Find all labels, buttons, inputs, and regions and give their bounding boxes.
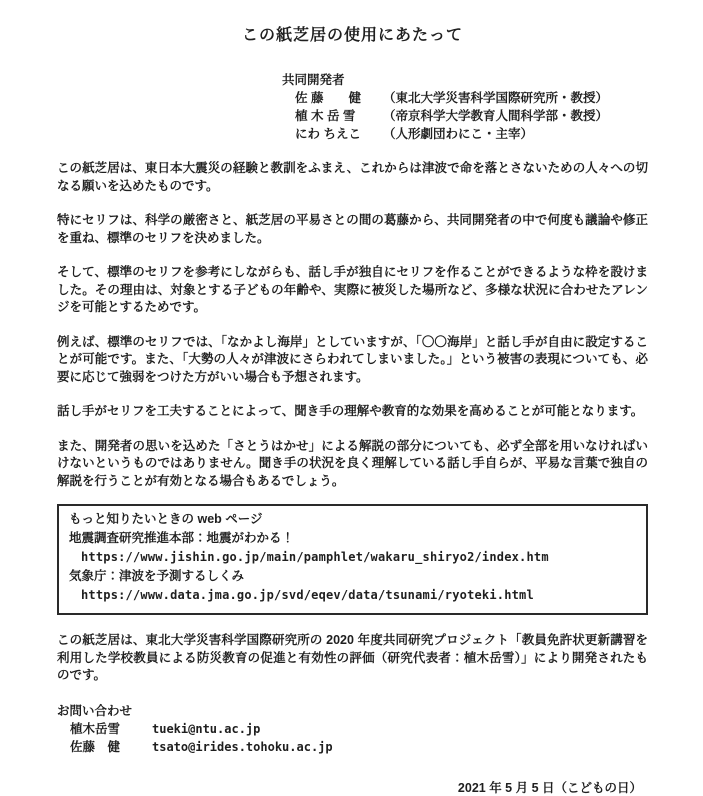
web-links-box (57, 504, 648, 615)
web-link-label: 地震調査研究推進本部：地震がわかる！ (69, 531, 295, 545)
paragraph: また、開発者の思いを込めた「さとうはかせ」による解説の部分についても、必ず全部を用いなければいけないというものではありません。聞き手の状況を良く理解している話し手自らが、平易な言葉で独自の解説を行うことが有効となる場合もあるでしょう。 (57, 438, 648, 488)
paragraph: 例えば、標準のセリフでは、「なかよし海岸」としていますが、「〇〇海岸」と話し手が自由に設定することが可能です。また、「大勢の人々が津波にさらわれてしまいました。」という被害の表現についても、必要に応じて強弱をつけた方がいい場合も予想されます。 (57, 334, 648, 384)
contact-entry (70, 720, 648, 738)
credit-member-name: 佐 藤 健 (295, 91, 361, 105)
web-link-url[interactable]: https://www.jishin.go.jp/main/pamphlet/wakaru_shiryo2/index.htm (81, 550, 549, 564)
credit-member-affiliation: （東北大学災害科学国際研究所・教授） (383, 91, 609, 105)
credit-member (295, 125, 648, 143)
credit-member-affiliation: （人形劇団わにこ・主宰） (383, 127, 534, 141)
contact-heading: お問い合わせ (57, 703, 133, 718)
credit-member-name: にわ ちえこ (295, 127, 361, 141)
paragraph: 話し手がセリフを工夫することによって、聞き手の理解や教育的な効果を高めることが可能となります。 (57, 404, 644, 418)
document-date: 2021 年 5 月 5 日（こどもの日） (457, 780, 642, 795)
web-link-url[interactable]: https://www.data.jma.go.jp/svd/eqev/data/tsunami/ryoteki.html (81, 588, 534, 602)
project-note: この紙芝居は、東北大学災害科学国際研究所の 2020 年度共同研究プロジェクト「教員免許状更新講習を利用した学校教員による防災教育の促進と有効性の評価（研究代表者：植木岳雪）」により開発されたものです。 (57, 633, 648, 682)
credits-block (282, 71, 648, 143)
contact-name: 植木岳雪 (70, 721, 121, 736)
credit-member-affiliation: （帝京科学大学教育人間科学部・教授） (383, 109, 609, 123)
paragraph: そして、標準のセリフを参考にしながらも、話し手が独自にセリフを作ることができるような枠を設けました。その理由は、対象とする子どもの年齢や、実際に被災した場所など、多様な状況に合わせたアレンジを可能とするためです。 (57, 265, 648, 314)
credit-member-name: 植 木 岳 雪 (295, 109, 356, 123)
paragraph: 特にセリフは、科学の厳密さと、紙芝居の平易さとの間の葛藤から、共同開発者の中で何度も議論や修正を重ね、標準のセリフを決めました。 (57, 213, 648, 245)
contact-email[interactable]: tueki@ntu.ac.jp (152, 721, 261, 736)
paragraph: この紙芝居は、東日本大震災の経験と教訓をふまえ、これからは津波で命を落とさないための人々への切なる願いを込めたものです。 (57, 161, 648, 193)
credits-heading: 共同開発者 (282, 73, 345, 87)
web-link-label: 気象庁：津波を予測するしくみ (69, 569, 245, 583)
credit-member (295, 89, 648, 107)
contact-email[interactable]: tsato@irides.tohoku.ac.jp (152, 739, 333, 754)
credit-member (295, 107, 648, 125)
contact-entry (70, 738, 648, 756)
page-title: この紙芝居の使用にあたって (241, 27, 463, 44)
contact-name: 佐藤 健 (70, 739, 121, 754)
web-links-heading: もっと知りたいときの web ページ (69, 512, 263, 526)
contact-block (57, 702, 648, 756)
